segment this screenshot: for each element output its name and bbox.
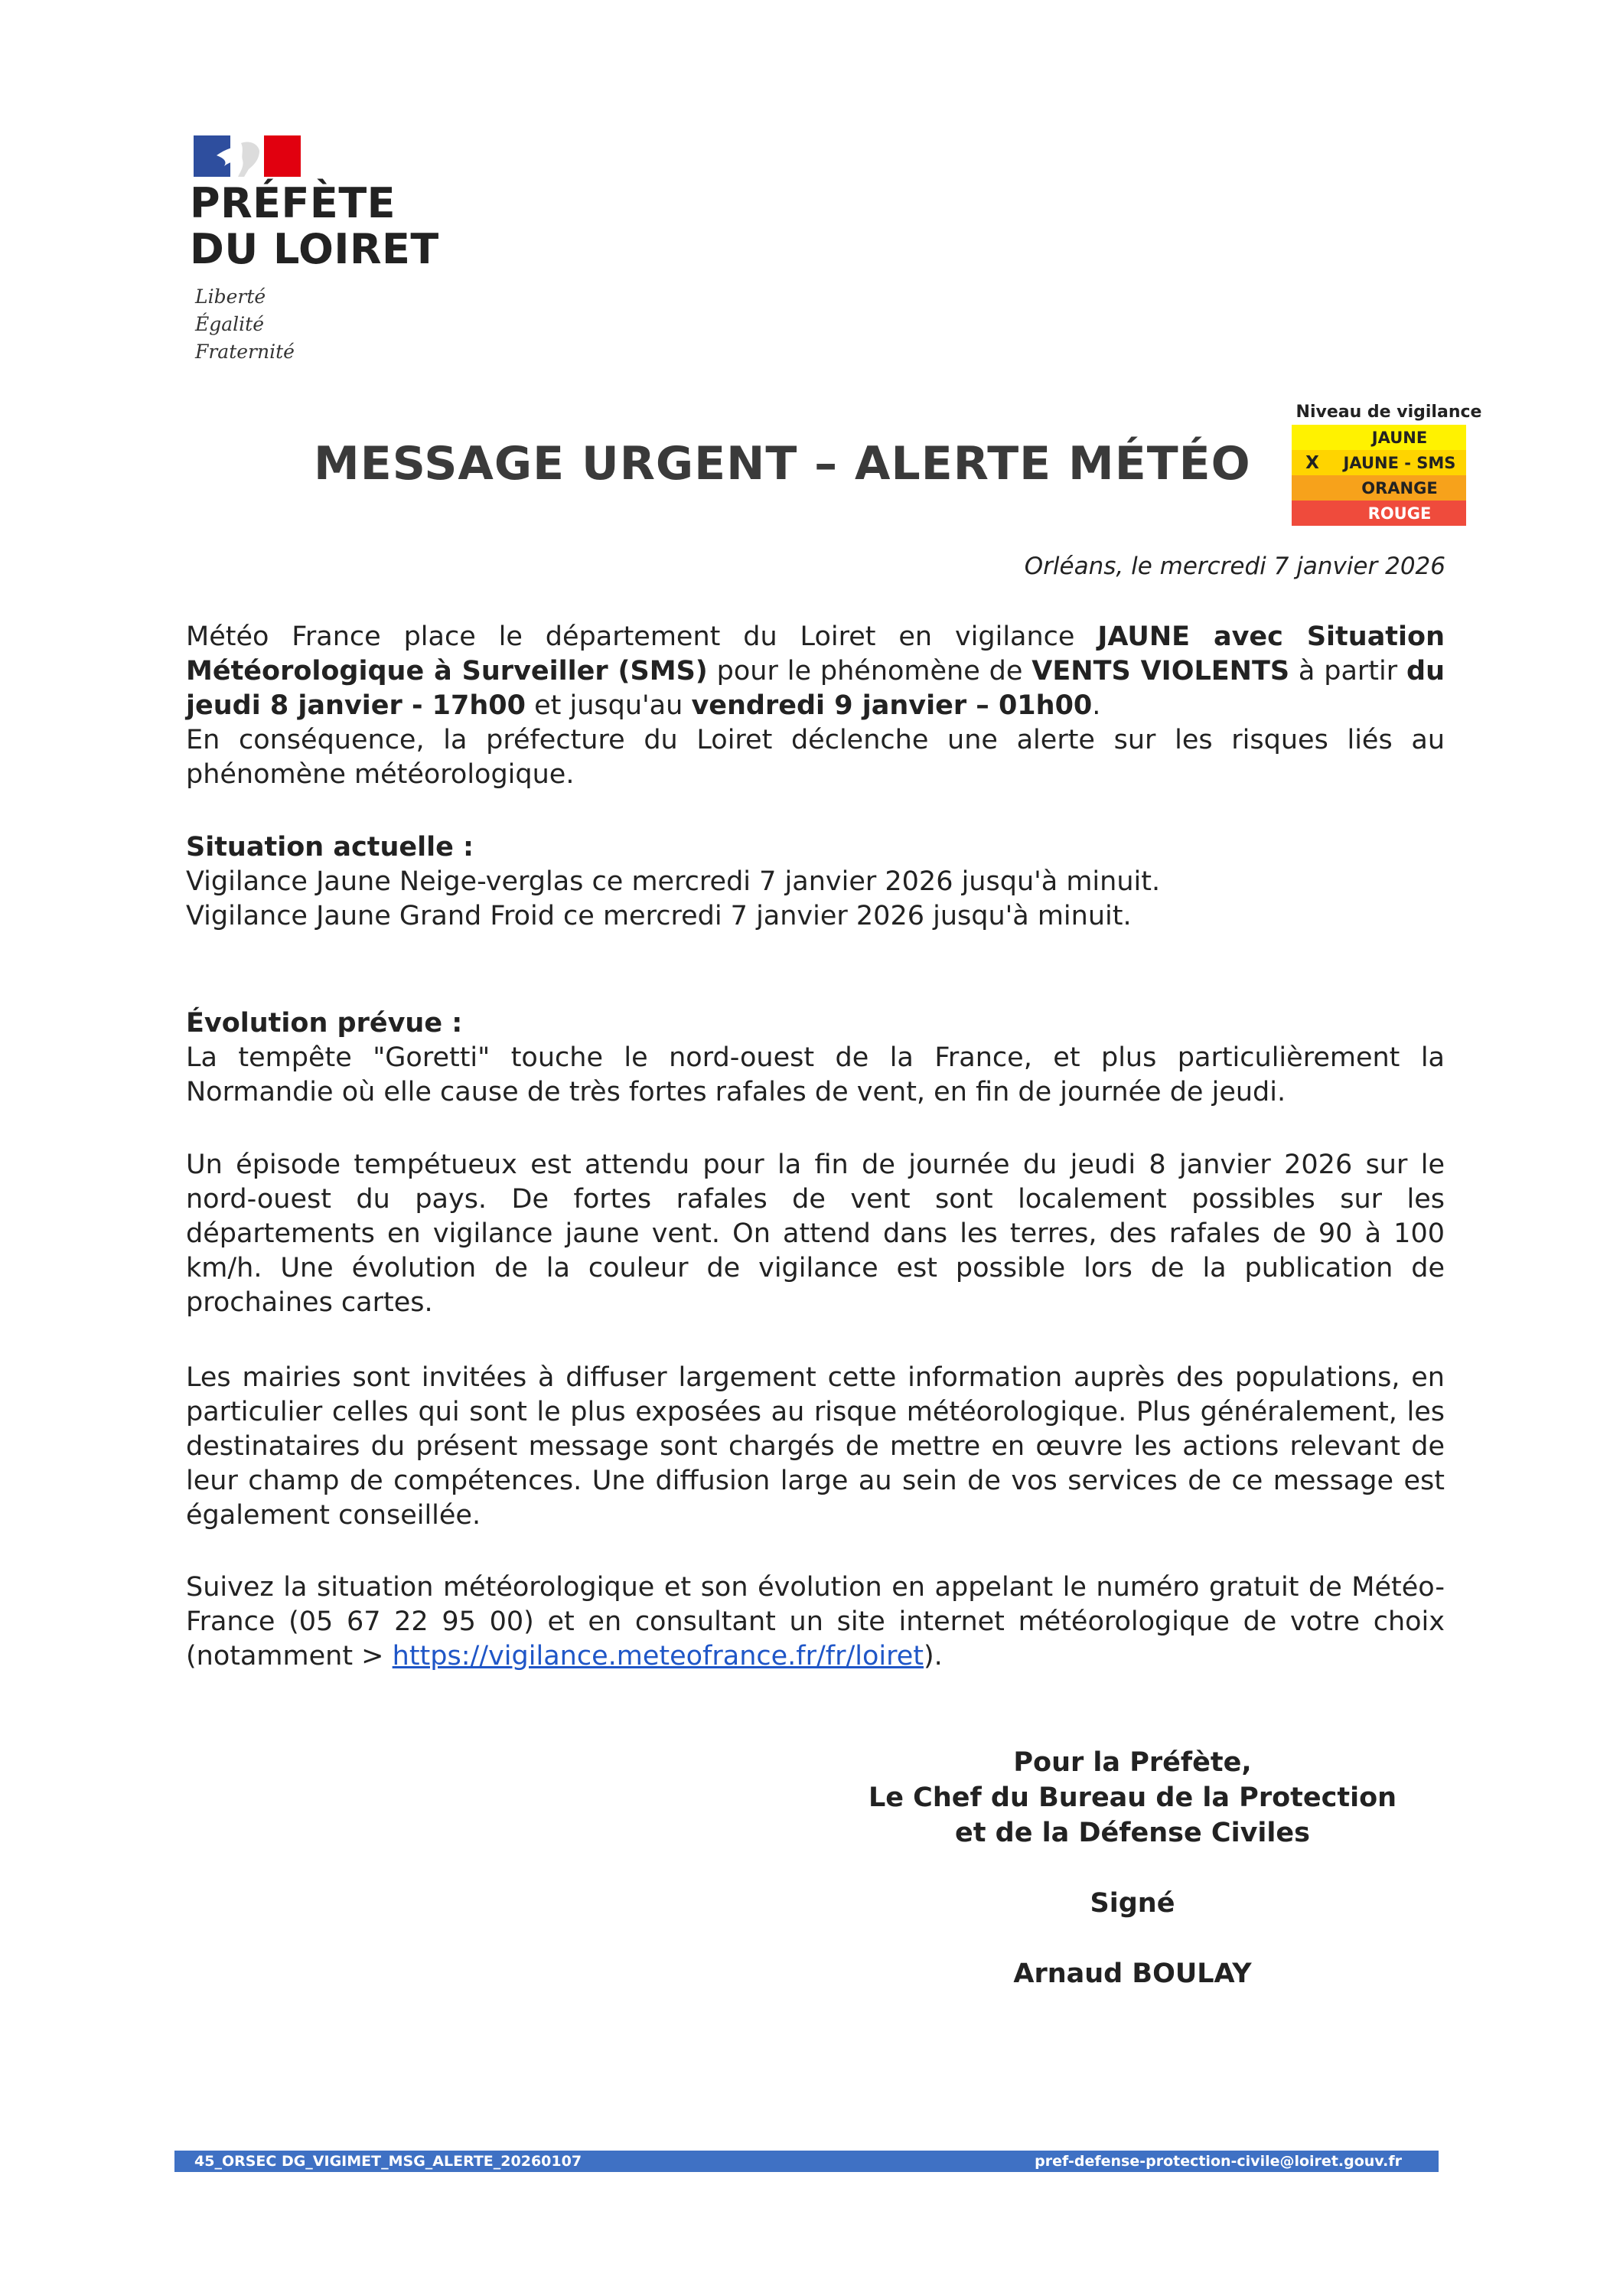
signature-line-3: et de la Défense Civiles — [955, 1818, 1310, 1848]
vigilance-mark — [1292, 475, 1333, 501]
vigilance-mark — [1292, 501, 1333, 526]
suivez-paragraph — [186, 1570, 1445, 1674]
vigilance-mark — [1292, 425, 1333, 450]
marianne-logo — [194, 135, 301, 177]
signature-block — [826, 1745, 1439, 1991]
evolution-heading: Évolution prévue : — [186, 1008, 463, 1039]
vigilance-caption: Niveau de vigilance — [1295, 403, 1482, 422]
vigilance-label: ROUGE — [1333, 501, 1466, 526]
date-line: Orléans, le mercredi 7 janvier 2026 — [1024, 553, 1445, 580]
vigilance-row-orange — [1292, 475, 1466, 501]
intro-text — [186, 620, 1445, 723]
phenomenon-text: VENTS VIOLENTS — [1031, 656, 1290, 687]
vigilance-table — [1292, 425, 1466, 526]
situation-section — [186, 830, 1445, 934]
end-time-text: vendredi 9 janvier – 01h00 — [691, 690, 1093, 721]
vigilance-row-jaune — [1292, 425, 1466, 450]
signature-signed: Signé — [1090, 1888, 1175, 1919]
mairies-paragraph: Les mairies sont invitées à diffuser largement cette information auprès des populations, en particulier celles qui sont le plus exposées au risque météorologique. Plus généralement, les destinataires du présent message sont chargés de mettre en œuvre les actions relevant de leur champ de compétences. Une diffusion large au sein de vos services de ce message est également conseillée. — [186, 1362, 1445, 1531]
vigilance-level-text: JAUNE avec Situation Météorologique à Surveiller (SMS) — [186, 621, 1445, 687]
start-time-text: du jeudi 8 janvier - 17h00 — [186, 656, 1445, 721]
evolution-paragraph-2: Un épisode tempétueux est attendu pour la fin de journée du jeudi 8 janvier 2026 sur le nord-ouest du pays. De fortes rafales de vent sont localement possibles sur les départements en vigilance jaune vent. On attend dans les terres, des rafales de 90 à 100 km/h. Une évolution de la couleur de vigilance est possible lors de la publication de prochaines cartes. — [186, 1150, 1445, 1318]
contact-email: pref-defense-protection-civile@loiret.gouv.fr — [1035, 2153, 1402, 2170]
page-title: MESSAGE URGENT – ALERTE MÉTÉO — [314, 437, 1251, 491]
evolution-section — [186, 1006, 1445, 1110]
prefecture-name — [190, 181, 439, 272]
motto-egalite: Égalité — [195, 313, 264, 335]
signatory-name: Arnaud BOULAY — [1013, 1958, 1252, 1989]
vigilance-label: JAUNE — [1333, 425, 1466, 450]
intro-text-5: . — [1092, 690, 1101, 721]
intro-paragraph — [186, 620, 1445, 792]
suivez-end: ). — [924, 1641, 943, 1671]
prefecture-line-1: PRÉFÈTE — [190, 179, 396, 227]
situation-line: Vigilance Jaune Neige-verglas ce mercredi 7 janvier 2026 jusqu'à minuit. — [186, 866, 1161, 897]
document-reference: 45_ORSEC DG_VIGIMET_MSG_ALERTE_20260107 — [194, 2153, 582, 2170]
suivez-text: Suivez la situation météorologique et son évolution en appelant le numéro gratuit de Météo-France (05 67 22 95 00) et en consultant un site internet météorologique de votre choix (notamment > — [186, 1572, 1445, 1671]
motto-fraternite: Fraternité — [195, 341, 295, 363]
intro-text-1: Météo France place le département du Loiret en vigilance — [186, 621, 1098, 652]
vigilance-label: ORANGE — [1333, 475, 1466, 501]
vigilance-row-jaune-sms — [1292, 450, 1466, 475]
meteofrance-link[interactable]: https://vigilance.meteofrance.fr/fr/loiret — [392, 1641, 924, 1671]
vigilance-label: JAUNE - SMS — [1333, 450, 1466, 475]
motto-liberte: Liberté — [195, 285, 266, 308]
vigilance-mark: X — [1292, 450, 1333, 475]
intro-text-4: et jusqu'au — [526, 690, 692, 721]
consequence-text: En conséquence, la préfecture du Loiret déclenche une alerte sur les risques liés au phénomène météorologique. — [186, 725, 1445, 790]
intro-text-2: pour le phénomène de — [707, 656, 1032, 687]
vigilance-row-rouge — [1292, 501, 1466, 526]
evolution-paragraph-1: La tempête "Goretti" touche le nord-ouest de la France, et plus particulièrement la Normandie où elle cause de très fortes rafales de vent, en fin de journée de jeudi. — [186, 1042, 1445, 1107]
signature-line-2: Le Chef du Bureau de la Protection — [868, 1782, 1397, 1813]
situation-line: Vigilance Jaune Grand Froid ce mercredi 7 janvier 2026 jusqu'à minuit. — [186, 901, 1132, 931]
situation-heading: Situation actuelle : — [186, 832, 474, 863]
signature-line-1: Pour la Préfète, — [1013, 1747, 1252, 1778]
intro-text-3: à partir — [1289, 656, 1407, 687]
footer-bar — [174, 2151, 1439, 2172]
prefecture-line-2: DU LOIRET — [190, 225, 439, 273]
republic-motto — [195, 283, 295, 366]
